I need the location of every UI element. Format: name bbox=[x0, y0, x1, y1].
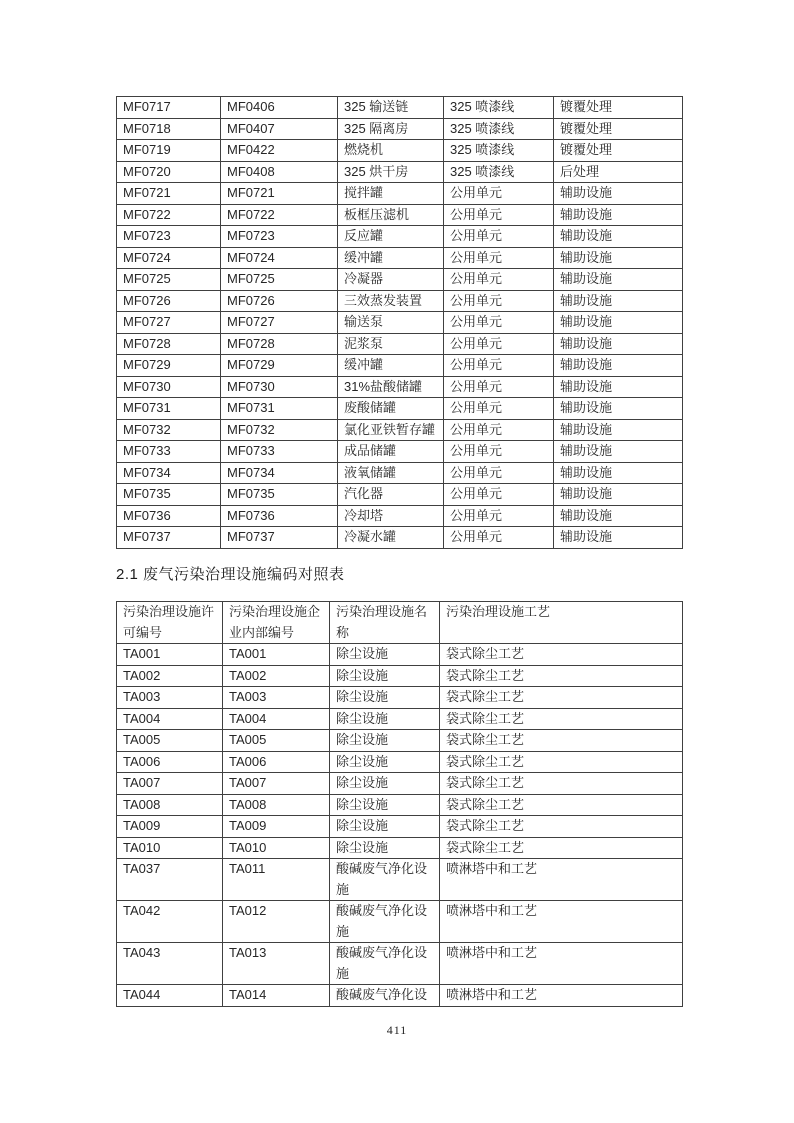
treatment-table-header bbox=[117, 602, 683, 644]
table-cell: 公用单元 bbox=[444, 183, 554, 205]
table-cell: 公用单元 bbox=[444, 247, 554, 269]
table-row bbox=[117, 118, 683, 140]
table-cell: 镀覆处理 bbox=[554, 97, 683, 119]
table-cell: 公用单元 bbox=[444, 419, 554, 441]
table-cell: 辅助设施 bbox=[554, 462, 683, 484]
table-cell: TA005 bbox=[117, 730, 223, 752]
column-header: 污染治理设施名称 bbox=[330, 602, 440, 644]
page-number: 411 bbox=[386, 1023, 408, 1037]
table-cell: 除尘设施 bbox=[330, 665, 440, 687]
equipment-table-body bbox=[117, 97, 683, 549]
table-cell: TA006 bbox=[223, 751, 330, 773]
table-cell: MF0719 bbox=[117, 140, 221, 162]
column-header: 污染治理设施工艺 bbox=[440, 602, 683, 644]
table-row bbox=[117, 816, 683, 838]
table-cell: MF0718 bbox=[117, 118, 221, 140]
table-cell: TA007 bbox=[223, 773, 330, 795]
table-cell: 袋式除尘工艺 bbox=[440, 665, 683, 687]
table-cell: MF0736 bbox=[221, 505, 338, 527]
treatment-table-body bbox=[117, 644, 683, 1007]
table-cell: 袋式除尘工艺 bbox=[440, 687, 683, 709]
table-cell: 325 喷漆线 bbox=[444, 140, 554, 162]
table-cell: MF0734 bbox=[221, 462, 338, 484]
table-cell: 袋式除尘工艺 bbox=[440, 816, 683, 838]
table-cell: 辅助设施 bbox=[554, 183, 683, 205]
table-cell: 泥浆泵 bbox=[338, 333, 444, 355]
table-row bbox=[117, 333, 683, 355]
table-cell: MF0732 bbox=[221, 419, 338, 441]
table-row bbox=[117, 140, 683, 162]
table-cell: 冷凝器 bbox=[338, 269, 444, 291]
table-cell: MF0728 bbox=[221, 333, 338, 355]
table-cell: TA011 bbox=[223, 859, 330, 901]
table-cell: MF0721 bbox=[117, 183, 221, 205]
table-row bbox=[117, 441, 683, 463]
table-cell: MF0406 bbox=[221, 97, 338, 119]
table-cell: 除尘设施 bbox=[330, 751, 440, 773]
table-cell: MF0728 bbox=[117, 333, 221, 355]
table-cell: 除尘设施 bbox=[330, 816, 440, 838]
table-cell: 酸碱废气净化设施 bbox=[330, 859, 440, 901]
table-cell: MF0726 bbox=[221, 290, 338, 312]
table-row bbox=[117, 943, 683, 985]
table-cell: 公用单元 bbox=[444, 312, 554, 334]
table-cell: MF0729 bbox=[117, 355, 221, 377]
table-cell: 除尘设施 bbox=[330, 730, 440, 752]
table-cell: 酸碱废气净化设施 bbox=[330, 901, 440, 943]
table-cell: MF0407 bbox=[221, 118, 338, 140]
table-cell: 325 喷漆线 bbox=[444, 118, 554, 140]
table-cell: 辅助设施 bbox=[554, 269, 683, 291]
table-cell: 325 烘干房 bbox=[338, 161, 444, 183]
table-cell: 公用单元 bbox=[444, 269, 554, 291]
table-cell: TA043 bbox=[117, 943, 223, 985]
table-cell: TA008 bbox=[117, 794, 223, 816]
table-cell: MF0732 bbox=[117, 419, 221, 441]
table-cell: 三效蒸发装置 bbox=[338, 290, 444, 312]
table-cell: TA037 bbox=[117, 859, 223, 901]
table-cell: 除尘设施 bbox=[330, 708, 440, 730]
table-cell: 袋式除尘工艺 bbox=[440, 773, 683, 795]
table-cell: 辅助设施 bbox=[554, 226, 683, 248]
table-cell: TA005 bbox=[223, 730, 330, 752]
table-cell: TA012 bbox=[223, 901, 330, 943]
table-cell: TA044 bbox=[117, 985, 223, 1007]
table-row bbox=[117, 161, 683, 183]
table-cell: MF0422 bbox=[221, 140, 338, 162]
table-cell: MF0730 bbox=[221, 376, 338, 398]
table-cell: 公用单元 bbox=[444, 376, 554, 398]
table-cell: 辅助设施 bbox=[554, 355, 683, 377]
table-cell: 袋式除尘工艺 bbox=[440, 708, 683, 730]
table-cell: MF0723 bbox=[221, 226, 338, 248]
section-heading: 2.1 废气污染治理设施编码对照表 bbox=[116, 566, 345, 583]
table-row bbox=[117, 226, 683, 248]
column-header: 污染治理设施企业内部编号 bbox=[223, 602, 330, 644]
table-cell: MF0720 bbox=[117, 161, 221, 183]
table-cell: 325 隔离房 bbox=[338, 118, 444, 140]
table-row bbox=[117, 269, 683, 291]
table-cell: MF0722 bbox=[117, 204, 221, 226]
treatment-facility-table bbox=[116, 601, 683, 1007]
table-cell: 辅助设施 bbox=[554, 441, 683, 463]
table-cell: MF0725 bbox=[117, 269, 221, 291]
table-cell: 喷淋塔中和工艺 bbox=[440, 985, 683, 1007]
table-cell: 袋式除尘工艺 bbox=[440, 751, 683, 773]
table-cell: MF0736 bbox=[117, 505, 221, 527]
table-cell: 辅助设施 bbox=[554, 312, 683, 334]
table-cell: 公用单元 bbox=[444, 441, 554, 463]
table-cell: 325 喷漆线 bbox=[444, 97, 554, 119]
table-cell: 喷淋塔中和工艺 bbox=[440, 859, 683, 901]
table-cell: TA007 bbox=[117, 773, 223, 795]
table-row bbox=[117, 773, 683, 795]
table-cell: TA014 bbox=[223, 985, 330, 1007]
table-cell: MF0721 bbox=[221, 183, 338, 205]
table-cell: TA004 bbox=[223, 708, 330, 730]
table-cell: 辅助设施 bbox=[554, 527, 683, 549]
table-cell: TA010 bbox=[117, 837, 223, 859]
table-cell: TA008 bbox=[223, 794, 330, 816]
table-cell: 冷却塔 bbox=[338, 505, 444, 527]
table-row bbox=[117, 355, 683, 377]
table-cell: MF0724 bbox=[221, 247, 338, 269]
table-cell: TA013 bbox=[223, 943, 330, 985]
table-row bbox=[117, 183, 683, 205]
table-cell: 公用单元 bbox=[444, 355, 554, 377]
table-cell: 搅拌罐 bbox=[338, 183, 444, 205]
table-cell: MF0735 bbox=[221, 484, 338, 506]
table-cell: TA001 bbox=[117, 644, 223, 666]
table-cell: MF0731 bbox=[117, 398, 221, 420]
table-row bbox=[117, 985, 683, 1007]
table-cell: MF0733 bbox=[221, 441, 338, 463]
table-cell: 袋式除尘工艺 bbox=[440, 730, 683, 752]
table-row bbox=[117, 794, 683, 816]
table-cell: 后处理 bbox=[554, 161, 683, 183]
table-row bbox=[117, 527, 683, 549]
table-cell: TA009 bbox=[223, 816, 330, 838]
table-cell: 喷淋塔中和工艺 bbox=[440, 901, 683, 943]
table-row bbox=[117, 665, 683, 687]
table-cell: TA002 bbox=[117, 665, 223, 687]
table-row bbox=[117, 312, 683, 334]
table-cell: 除尘设施 bbox=[330, 773, 440, 795]
table-row bbox=[117, 644, 683, 666]
table-cell: 辅助设施 bbox=[554, 290, 683, 312]
table-cell: 31%盐酸储罐 bbox=[338, 376, 444, 398]
table-cell: TA003 bbox=[117, 687, 223, 709]
table-row bbox=[117, 837, 683, 859]
table-cell: 输送泵 bbox=[338, 312, 444, 334]
table-cell: 公用单元 bbox=[444, 484, 554, 506]
table-row bbox=[117, 97, 683, 119]
table-cell: 液氧储罐 bbox=[338, 462, 444, 484]
table-cell: 冷凝水罐 bbox=[338, 527, 444, 549]
table-row bbox=[117, 484, 683, 506]
table-cell: 袋式除尘工艺 bbox=[440, 837, 683, 859]
table-cell: 酸碱废气净化设施 bbox=[330, 943, 440, 985]
table-cell: 公用单元 bbox=[444, 398, 554, 420]
table-cell: MF0731 bbox=[221, 398, 338, 420]
table-cell: MF0722 bbox=[221, 204, 338, 226]
table-row bbox=[117, 505, 683, 527]
table-cell: 公用单元 bbox=[444, 333, 554, 355]
table-cell: MF0725 bbox=[221, 269, 338, 291]
table-cell: 缓冲罐 bbox=[338, 355, 444, 377]
table-cell: 废酸储罐 bbox=[338, 398, 444, 420]
table-row bbox=[117, 687, 683, 709]
column-header: 污染治理设施许可编号 bbox=[117, 602, 223, 644]
table-cell: 袋式除尘工艺 bbox=[440, 644, 683, 666]
table-cell: 除尘设施 bbox=[330, 687, 440, 709]
table-cell: 镀覆处理 bbox=[554, 118, 683, 140]
table-row bbox=[117, 204, 683, 226]
table-cell: 燃烧机 bbox=[338, 140, 444, 162]
table-cell: TA001 bbox=[223, 644, 330, 666]
table-cell: TA006 bbox=[117, 751, 223, 773]
table-cell: 325 喷漆线 bbox=[444, 161, 554, 183]
table-cell: 成品储罐 bbox=[338, 441, 444, 463]
table-cell: 镀覆处理 bbox=[554, 140, 683, 162]
table-row bbox=[117, 376, 683, 398]
table-cell: 公用单元 bbox=[444, 462, 554, 484]
table-row bbox=[117, 751, 683, 773]
table-row bbox=[117, 462, 683, 484]
table-cell: TA004 bbox=[117, 708, 223, 730]
table-cell: 除尘设施 bbox=[330, 794, 440, 816]
table-cell: MF0408 bbox=[221, 161, 338, 183]
table-row bbox=[117, 398, 683, 420]
table-cell: 反应罐 bbox=[338, 226, 444, 248]
table-cell: MF0737 bbox=[117, 527, 221, 549]
table-cell: 辅助设施 bbox=[554, 484, 683, 506]
table-cell: MF0729 bbox=[221, 355, 338, 377]
table-cell: MF0735 bbox=[117, 484, 221, 506]
table-cell: TA009 bbox=[117, 816, 223, 838]
table-row bbox=[117, 859, 683, 901]
table-cell: 氯化亚铁暂存罐 bbox=[338, 419, 444, 441]
equipment-code-table bbox=[116, 96, 683, 549]
table-cell: 辅助设施 bbox=[554, 376, 683, 398]
table-cell: 辅助设施 bbox=[554, 398, 683, 420]
table-row bbox=[117, 247, 683, 269]
table-cell: 辅助设施 bbox=[554, 204, 683, 226]
table-cell: TA010 bbox=[223, 837, 330, 859]
table-row bbox=[117, 290, 683, 312]
table-cell: MF0727 bbox=[221, 312, 338, 334]
table-cell: 辅助设施 bbox=[554, 333, 683, 355]
table-cell: 喷淋塔中和工艺 bbox=[440, 943, 683, 985]
table-cell: 公用单元 bbox=[444, 226, 554, 248]
table-cell: TA003 bbox=[223, 687, 330, 709]
table-cell: MF0730 bbox=[117, 376, 221, 398]
table-cell: 板框压滤机 bbox=[338, 204, 444, 226]
table-cell: 汽化器 bbox=[338, 484, 444, 506]
table-cell: MF0734 bbox=[117, 462, 221, 484]
table-cell: TA002 bbox=[223, 665, 330, 687]
table-cell: 公用单元 bbox=[444, 204, 554, 226]
table-cell: 袋式除尘工艺 bbox=[440, 794, 683, 816]
table-cell: 公用单元 bbox=[444, 505, 554, 527]
table-cell: 辅助设施 bbox=[554, 247, 683, 269]
table-cell: 辅助设施 bbox=[554, 419, 683, 441]
table-cell: MF0724 bbox=[117, 247, 221, 269]
table-cell: 辅助设施 bbox=[554, 505, 683, 527]
table-cell: 公用单元 bbox=[444, 290, 554, 312]
table-cell: 公用单元 bbox=[444, 527, 554, 549]
table-cell: MF0727 bbox=[117, 312, 221, 334]
table-cell: TA042 bbox=[117, 901, 223, 943]
table-cell: 除尘设施 bbox=[330, 837, 440, 859]
table-cell: MF0726 bbox=[117, 290, 221, 312]
table-cell: 酸碱废气净化设 bbox=[330, 985, 440, 1007]
table-row bbox=[117, 901, 683, 943]
table-row bbox=[117, 730, 683, 752]
table-cell: MF0737 bbox=[221, 527, 338, 549]
table-cell: MF0723 bbox=[117, 226, 221, 248]
table-row bbox=[117, 419, 683, 441]
table-cell: MF0717 bbox=[117, 97, 221, 119]
table-cell: 缓冲罐 bbox=[338, 247, 444, 269]
table-row bbox=[117, 708, 683, 730]
table-cell: 除尘设施 bbox=[330, 644, 440, 666]
table-cell: MF0733 bbox=[117, 441, 221, 463]
table-header-row bbox=[117, 602, 683, 644]
table-cell: 325 输送链 bbox=[338, 97, 444, 119]
